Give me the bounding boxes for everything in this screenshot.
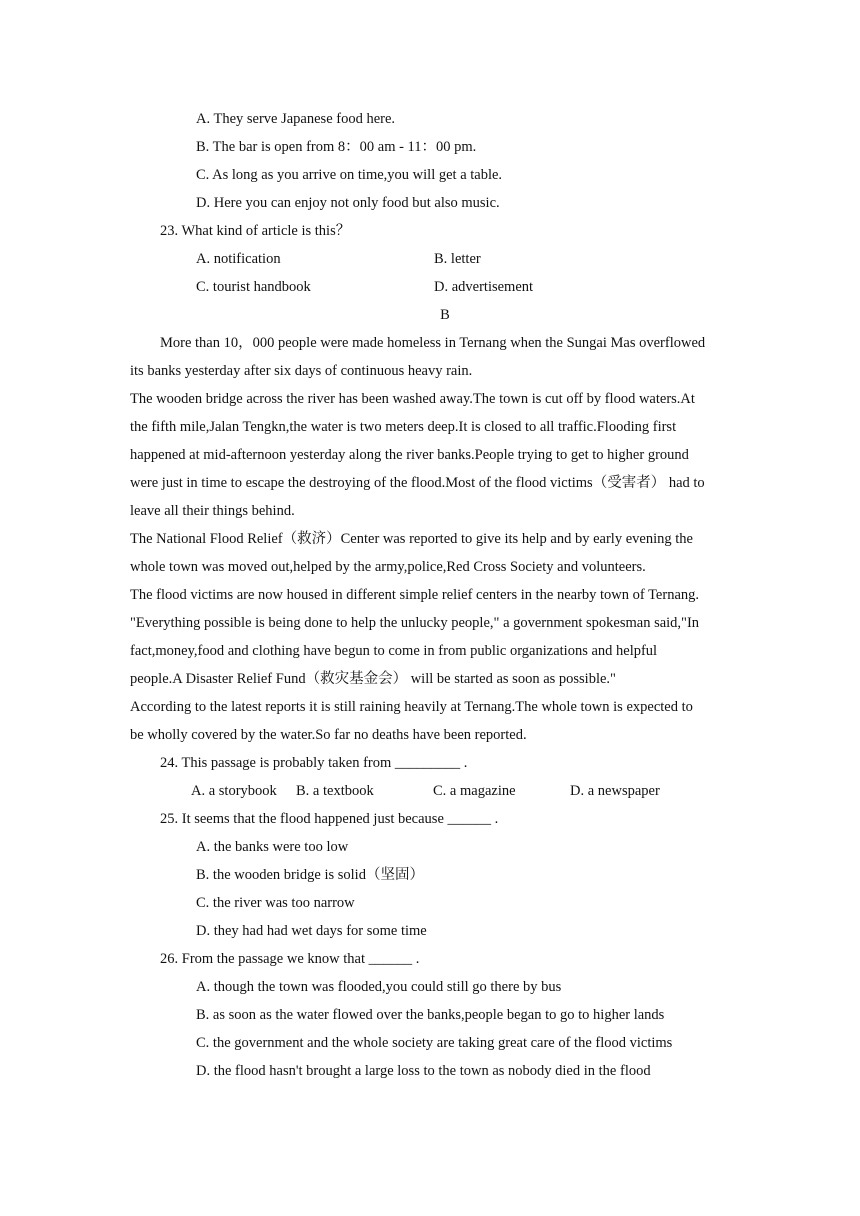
passage-line: whole town was moved out,helped by the army,police,Red Cross Society and volunteers. — [130, 559, 646, 575]
passage-line: According to the latest reports it is still raining heavily at Ternang.The whole town is expected to — [130, 699, 693, 715]
q25-question: 25. It seems that the flood happened just because ______ . — [160, 811, 499, 827]
passage-line: were just in time to escape the destroying of the flood.Most of the flood victims（受害者） had to — [130, 475, 705, 491]
q25-option-d: D. they had had wet days for some time — [196, 923, 427, 939]
passage-line: "Everything possible is being done to help the unlucky people," a government spokesman said,"In — [130, 615, 700, 631]
passage-line: More than 10，000 people were made homeless in Ternang when the Sungai Mas overflowed — [160, 335, 706, 351]
q26-option-c: C. the government and the whole society are taking great care of the flood victims — [196, 1035, 673, 1051]
q25-option-a: A. the banks were too low — [196, 839, 349, 855]
q22-option-c: C. As long as you arrive on time,you will get a table. — [196, 167, 503, 183]
passage-line: people.A Disaster Relief Fund（救灾基金会） will be started as soon as possible." — [130, 671, 616, 687]
q25-option-c: C. the river was too narrow — [196, 895, 355, 911]
q24-option-b: B. a textbook — [296, 783, 374, 799]
section-b-heading: B — [440, 307, 450, 323]
q26-question: 26. From the passage we know that ______ . — [160, 951, 420, 967]
q25-option-b: B. the wooden bridge is solid（坚固） — [196, 867, 424, 883]
q23-option-a: A. notification — [196, 251, 281, 267]
q23-option-b: B. letter — [434, 251, 481, 267]
passage-line: happened at mid-afternoon yesterday along the river banks.People trying to get to higher ground — [130, 447, 689, 463]
passage-line: The flood victims are now housed in different simple relief centers in the nearby town of Ternang. — [130, 587, 700, 603]
passage-line: be wholly covered by the water.So far no deaths have been reported. — [130, 727, 527, 743]
q23-question: 23. What kind of article is this？ — [160, 223, 351, 239]
q24-option-d: D. a newspaper — [570, 783, 660, 799]
q24-option-c: C. a magazine — [433, 783, 516, 799]
passage-line: the fifth mile,Jalan Tengkn,the water is two meters deep.It is closed to all traffic.Flooding first — [130, 419, 677, 435]
q23-option-c: C. tourist handbook — [196, 279, 311, 295]
q23-option-d: D. advertisement — [434, 279, 534, 295]
q26-option-b: B. as soon as the water flowed over the banks,people began to go to higher lands — [196, 1007, 665, 1023]
passage-line: its banks yesterday after six days of continuous heavy rain. — [130, 363, 473, 379]
passage-line: fact,money,food and clothing have begun to come in from public organizations and helpful — [130, 643, 658, 659]
q22-option-b: B. The bar is open from 8：00 am - 11：00 pm. — [196, 139, 477, 155]
q24-question: 24. This passage is probably taken from _________ . — [160, 755, 468, 771]
q22-option-d: D. Here you can enjoy not only food but also music. — [196, 195, 500, 211]
passage-line: The wooden bridge across the river has been washed away.The town is cut off by flood waters.At — [130, 391, 695, 407]
q26-option-d: D. the flood hasn't brought a large loss to the town as nobody died in the flood — [196, 1063, 651, 1079]
q24-option-a: A. a storybook — [191, 783, 277, 799]
passage-line: The National Flood Relief（救济）Center was reported to give its help and by early evening the — [130, 531, 693, 547]
q22-option-a: A. They serve Japanese food here. — [196, 111, 396, 127]
q26-option-a: A. though the town was flooded,you could still go there by bus — [196, 979, 562, 995]
passage-line: leave all their things behind. — [130, 503, 295, 519]
